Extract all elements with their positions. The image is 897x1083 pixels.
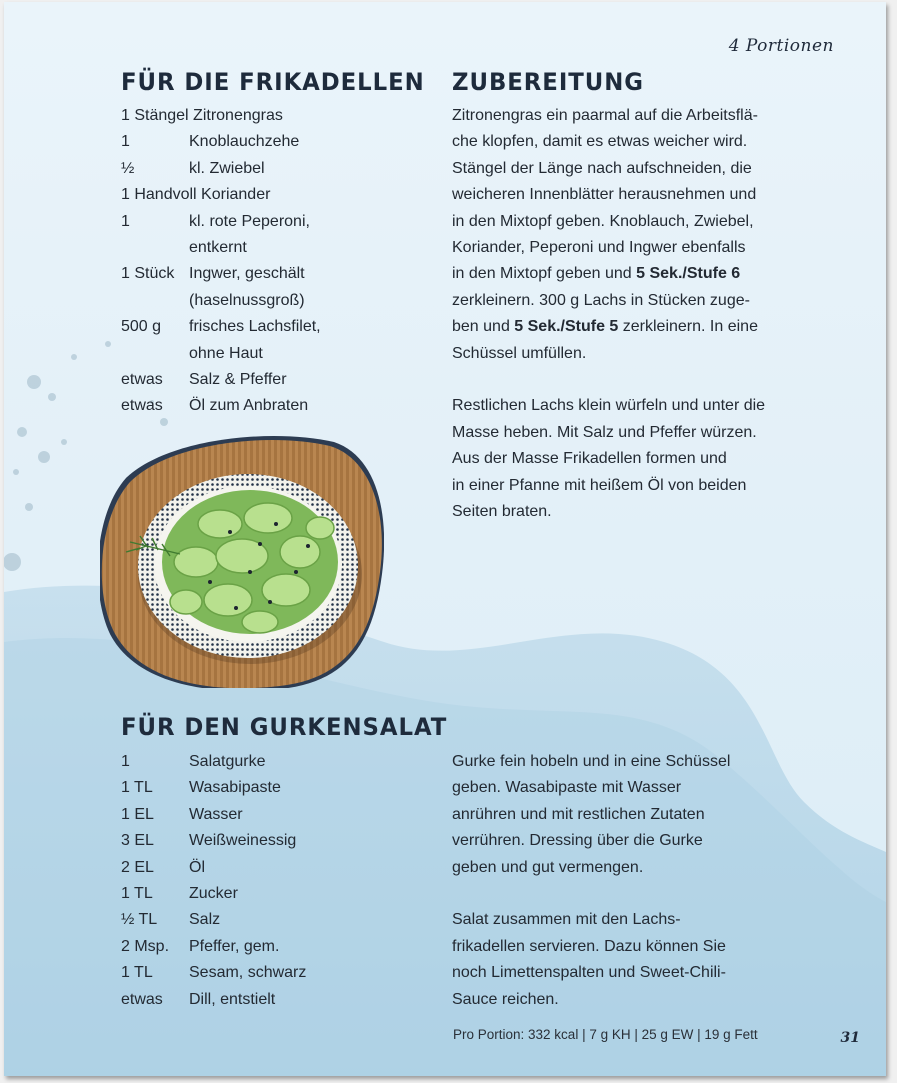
portions-label: 4 Portionen	[728, 36, 834, 56]
gurkensalat-paragraph-2: Salat zusammen mit den Lachs- frikadellen servieren. Dazu können Sie noch Limettenspalten und Sweet-Chili- Sauce reichen.	[452, 911, 726, 1008]
ingredient-row: etwas Dill, entstielt	[121, 990, 276, 1008]
ingredient-row: etwas Salz & Pfeffer	[121, 371, 287, 389]
ingredient-row: 1 Stängel Zitronengras	[121, 107, 283, 124]
gurkensalat-text	[452, 749, 832, 1013]
frikadellen-ingredient-list	[121, 103, 321, 420]
ingredient-row: 2 Msp. Pfeffer, gem.	[121, 937, 280, 955]
gurkensalat-heading: FÜR DEN GURKENSALAT	[121, 713, 448, 741]
zubereitung-text	[452, 103, 832, 525]
zubereitung-heading: ZUBEREITUNG	[452, 68, 644, 96]
cucumber-salad-photo	[100, 432, 384, 688]
recipe-page	[4, 2, 886, 1076]
ingredient-row: ½ kl. Zwiebel	[121, 159, 265, 177]
ingredient-row: 1 EL Wasser	[121, 805, 243, 823]
ingredient-row: 1 Handvoll Koriander	[121, 186, 271, 204]
ingredient-row: 1 TL Zucker	[121, 885, 238, 903]
ingredient-row: 500 g frisches Lachsfilet, ohne Haut	[121, 318, 321, 362]
ingredient-row: 2 EL Öl	[121, 858, 205, 876]
ingredient-row: 1 kl. rote Peperoni, entkernt	[121, 212, 310, 257]
ingredient-row: etwas Öl zum Anbraten	[121, 397, 309, 415]
frikadellen-heading: FÜR DIE FRIKADELLEN	[121, 68, 425, 96]
ingredient-row: 1 TL Sesam, schwarz	[121, 964, 307, 982]
zubereitung-paragraph-2: Restlichen Lachs klein würfeln und unter die Masse heben. Mit Salz und Pfeffer würzen. Aus der Masse Frikadellen formen und in einer Pfanne mit heißem Öl von beiden Seiten braten.	[452, 397, 766, 521]
page-number: 31	[840, 1030, 860, 1046]
ingredient-row: 1 Salatgurke	[121, 753, 266, 770]
gurkensalat-paragraph-1: Gurke fein hobeln und in eine Schüssel geben. Wasabipaste mit Wasser anrühren und mit restlichen Zutaten verrühren. Dressing über die Gurke geben und gut vermengen.	[452, 753, 731, 876]
ingredient-row: 1 TL Wasabipaste	[121, 779, 281, 797]
ingredient-row: ½ TL Salz	[121, 911, 221, 929]
zubereitung-paragraph-1: Zitronengras ein paarmal auf die Arbeitsflä- che klopfen, damit es etwas weicher wird. Stängel der Länge nach aufschneiden, die weicheren Innenblätter herausnehmen und in den Mixtopf geben. Knoblauch, Zwiebel, Koriander, Peperoni und Ingwer ebenfalls in den Mixtopf geben und 5 Sek./Stufe 6 zerkleinern. 300 g Lachs in Stücken zuge- ben und 5 Sek./Stufe 5 zerkleinern. In eine Schüssel umfüllen.	[452, 107, 758, 362]
ingredient-row: 3 EL Weißweinessig	[121, 832, 297, 850]
ingredient-row: 1 Knoblauchzehe	[121, 133, 300, 151]
gurkensalat-ingredient-list	[121, 749, 306, 1013]
nutrition-info: Pro Portion: 332 kcal | 7 g KH | 25 g EW | 19 g Fett	[453, 1027, 758, 1042]
ingredient-row: 1 Stück Ingwer, geschält (haselnussgroß)	[121, 265, 305, 309]
